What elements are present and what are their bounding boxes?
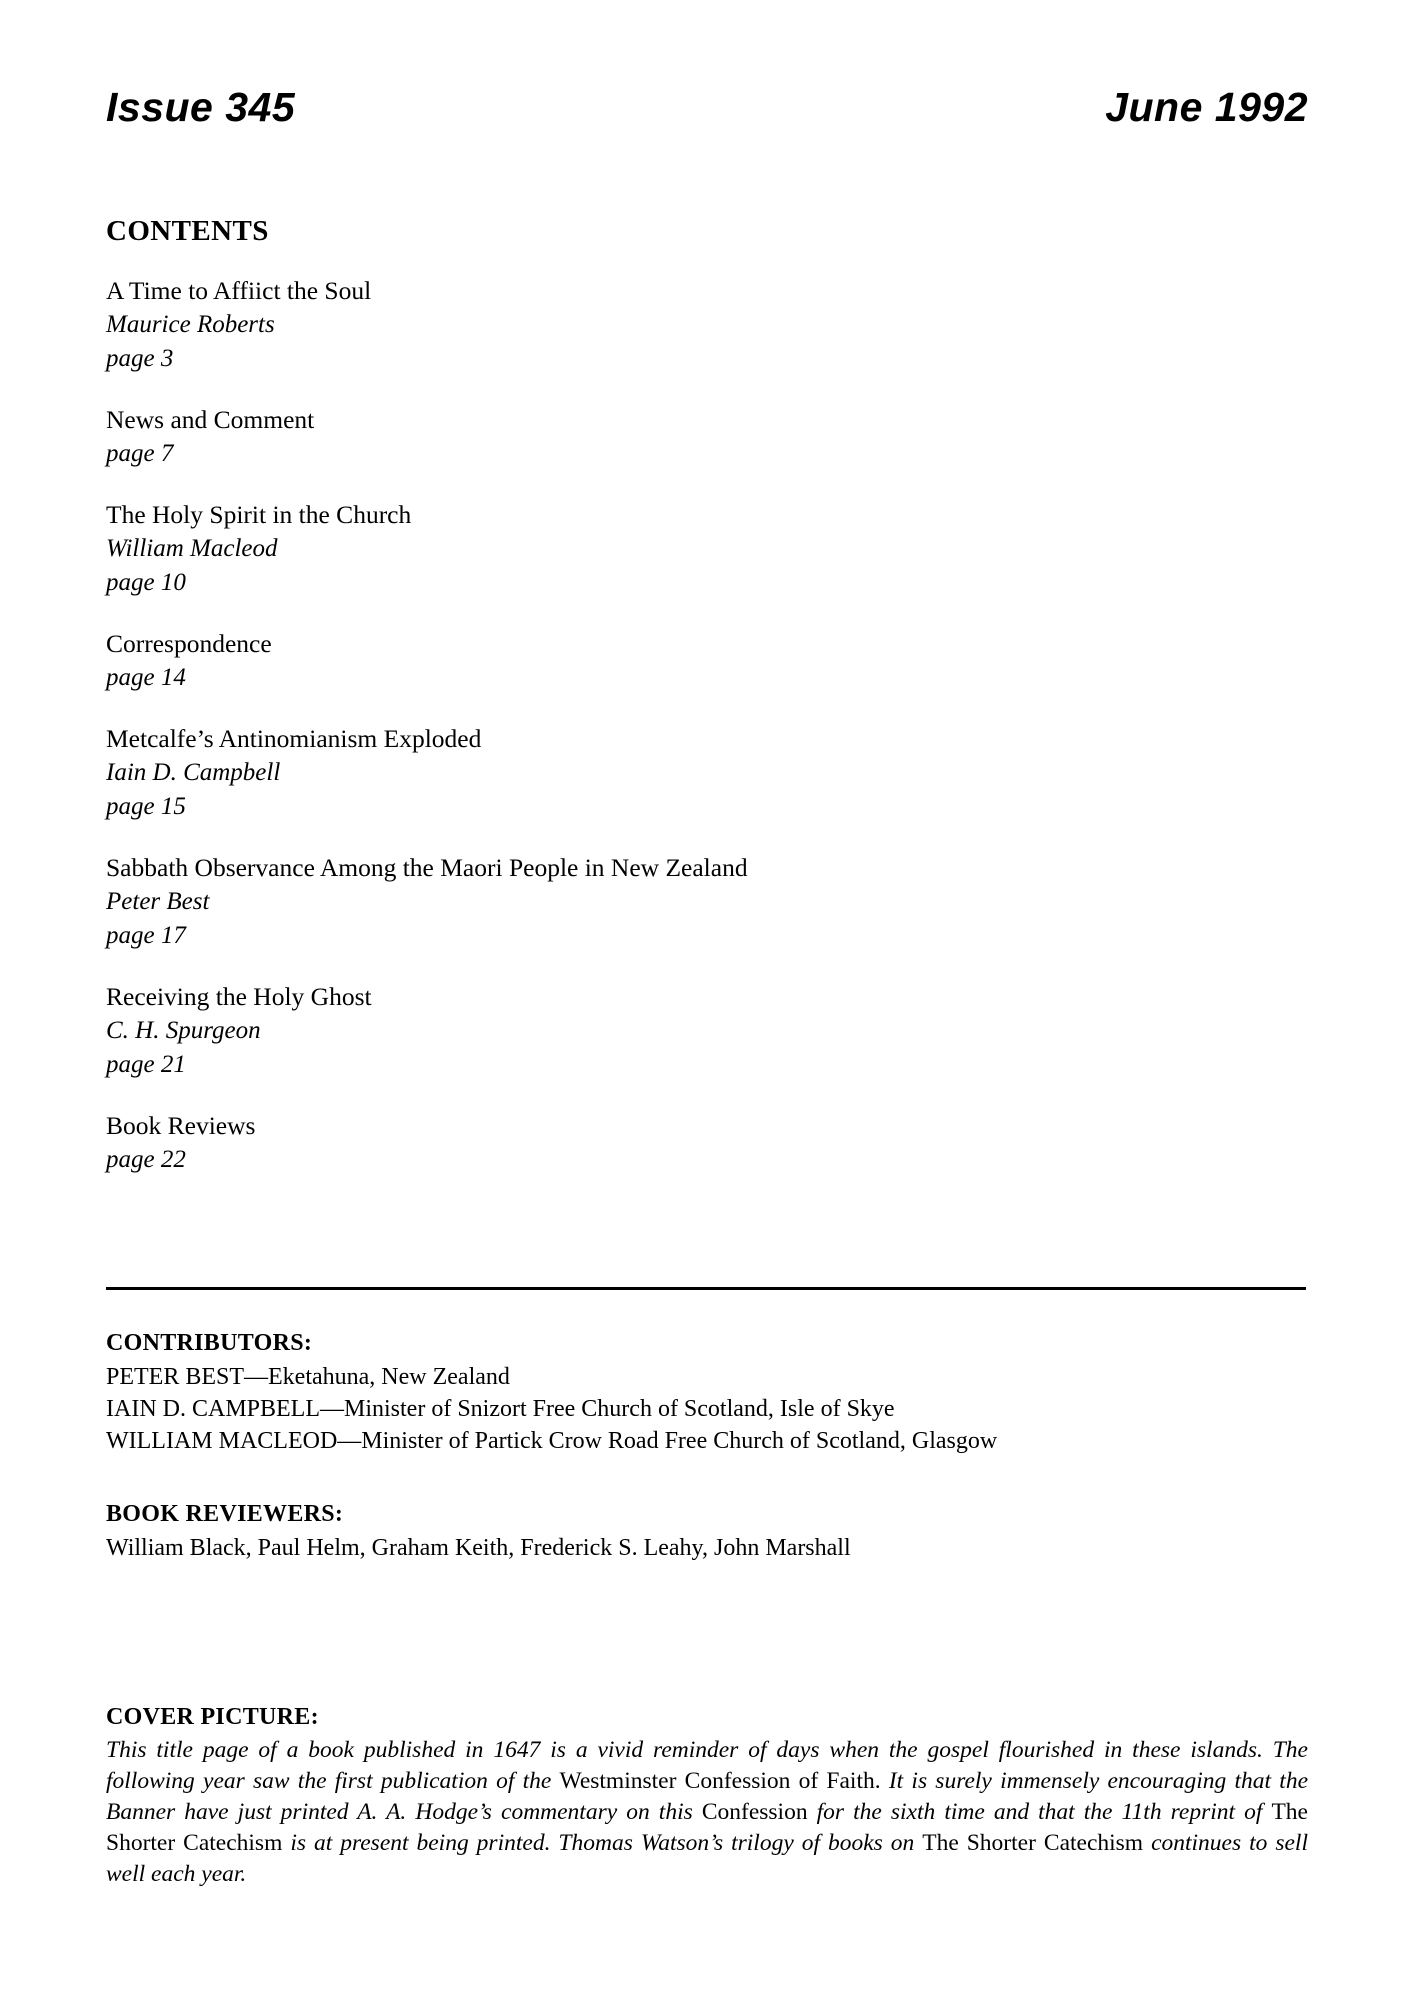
- toc-entry-author: Peter Best: [106, 888, 210, 915]
- contributors-heading: CONTRIBUTORS:: [106, 1330, 313, 1356]
- toc-entry-page: page 3: [106, 345, 174, 372]
- toc-entry-title: Sabbath Observance Among the Maori People in New Zealand: [106, 853, 748, 882]
- toc-entry: [106, 403, 1308, 471]
- book-reviewers-section: [106, 1501, 1308, 1564]
- toc-entry: [106, 1109, 1308, 1177]
- toc-entry-title: Correspondence: [106, 629, 272, 658]
- toc-entry-page: page 15: [106, 793, 186, 820]
- cover-text-roman1: Westminster Confession of Faith.: [559, 1768, 881, 1794]
- toc-entry-page: page 22: [106, 1146, 186, 1173]
- contributor-line: PETER BEST—Eketahuna, New Zealand: [106, 1364, 510, 1390]
- cover-text-roman2: Confession: [701, 1799, 808, 1825]
- toc-entry-author: William Macleod: [106, 535, 278, 562]
- contents-heading: CONTENTS: [106, 215, 269, 247]
- masthead: [106, 84, 1308, 131]
- toc-entry-page: page 17: [106, 922, 186, 949]
- cover-text-roman3: The Shorter Catechism: [106, 1799, 1308, 1856]
- book-reviewers-line: William Black, Paul Helm, Graham Keith, Frederick S. Leahy, John Marshall: [106, 1535, 851, 1561]
- toc-entry-page: page 21: [106, 1051, 186, 1078]
- cover-text-part5: continues to sell well each year.: [106, 1830, 1308, 1887]
- toc-entry: [106, 722, 1308, 824]
- toc-entry: [106, 627, 1308, 695]
- cover-text-part2: It is surely immensely encouraging that the Banner have just printed A. A. Hodge’s commentary on this: [106, 1768, 1308, 1825]
- toc-entry-author: C. H. Spurgeon: [106, 1017, 261, 1044]
- contributors-section: [106, 1330, 1308, 1457]
- toc-entry-page: page 14: [106, 664, 186, 691]
- cover-text-part4: is at present being printed. Thomas Watson’s trilogy of books on: [282, 1830, 923, 1856]
- toc-entry-title: News and Comment: [106, 405, 315, 434]
- cover-text-roman4: The Shorter Catechism: [922, 1830, 1144, 1856]
- toc-entry-page: page 7: [106, 440, 174, 467]
- cover-picture-section: [106, 1704, 1308, 1890]
- toc-entry-title: Receiving the Holy Ghost: [106, 982, 372, 1011]
- toc-entry-title: The Holy Spirit in the Church: [106, 500, 412, 529]
- toc-entry: [106, 980, 1308, 1082]
- issue-number: Issue 345: [106, 84, 296, 130]
- toc-entry-page: page 10: [106, 569, 186, 596]
- toc-entry: [106, 498, 1308, 600]
- issue-date: June 1992: [1105, 84, 1308, 130]
- toc-entry-title: A Time to Affiict the Soul: [106, 276, 372, 305]
- horizontal-divider: [106, 1287, 1306, 1290]
- toc-entry-author: Maurice Roberts: [106, 311, 275, 338]
- lower-sections: [106, 1330, 1308, 1890]
- contributor-line: IAIN D. CAMPBELL—Minister of Snizort Free Church of Scotland, Isle of Skye: [106, 1396, 895, 1422]
- toc-entry-author: Iain D. Campbell: [106, 759, 281, 786]
- contents-section: [106, 215, 1308, 1204]
- cover-text-part1: This title page of a book published in 1647 is a vivid reminder of days when the gospel flourished in these islands. The following year saw the first publication of the: [106, 1737, 1308, 1794]
- toc-entry-title: Book Reviews: [106, 1111, 256, 1140]
- toc-entry-title: Metcalfe’s Antinomianism Exploded: [106, 724, 482, 753]
- cover-text-part3: for the sixth time and that the 11th reprint of: [807, 1799, 1272, 1825]
- cover-picture-description: [106, 1735, 1308, 1890]
- cover-picture-heading: COVER PICTURE:: [106, 1704, 319, 1730]
- toc-entry: [106, 851, 1308, 953]
- book-reviewers-heading: BOOK REVIEWERS:: [106, 1501, 344, 1527]
- toc-entry: [106, 274, 1308, 376]
- contributor-line: WILLIAM MACLEOD—Minister of Partick Crow Road Free Church of Scotland, Glasgow: [106, 1428, 998, 1454]
